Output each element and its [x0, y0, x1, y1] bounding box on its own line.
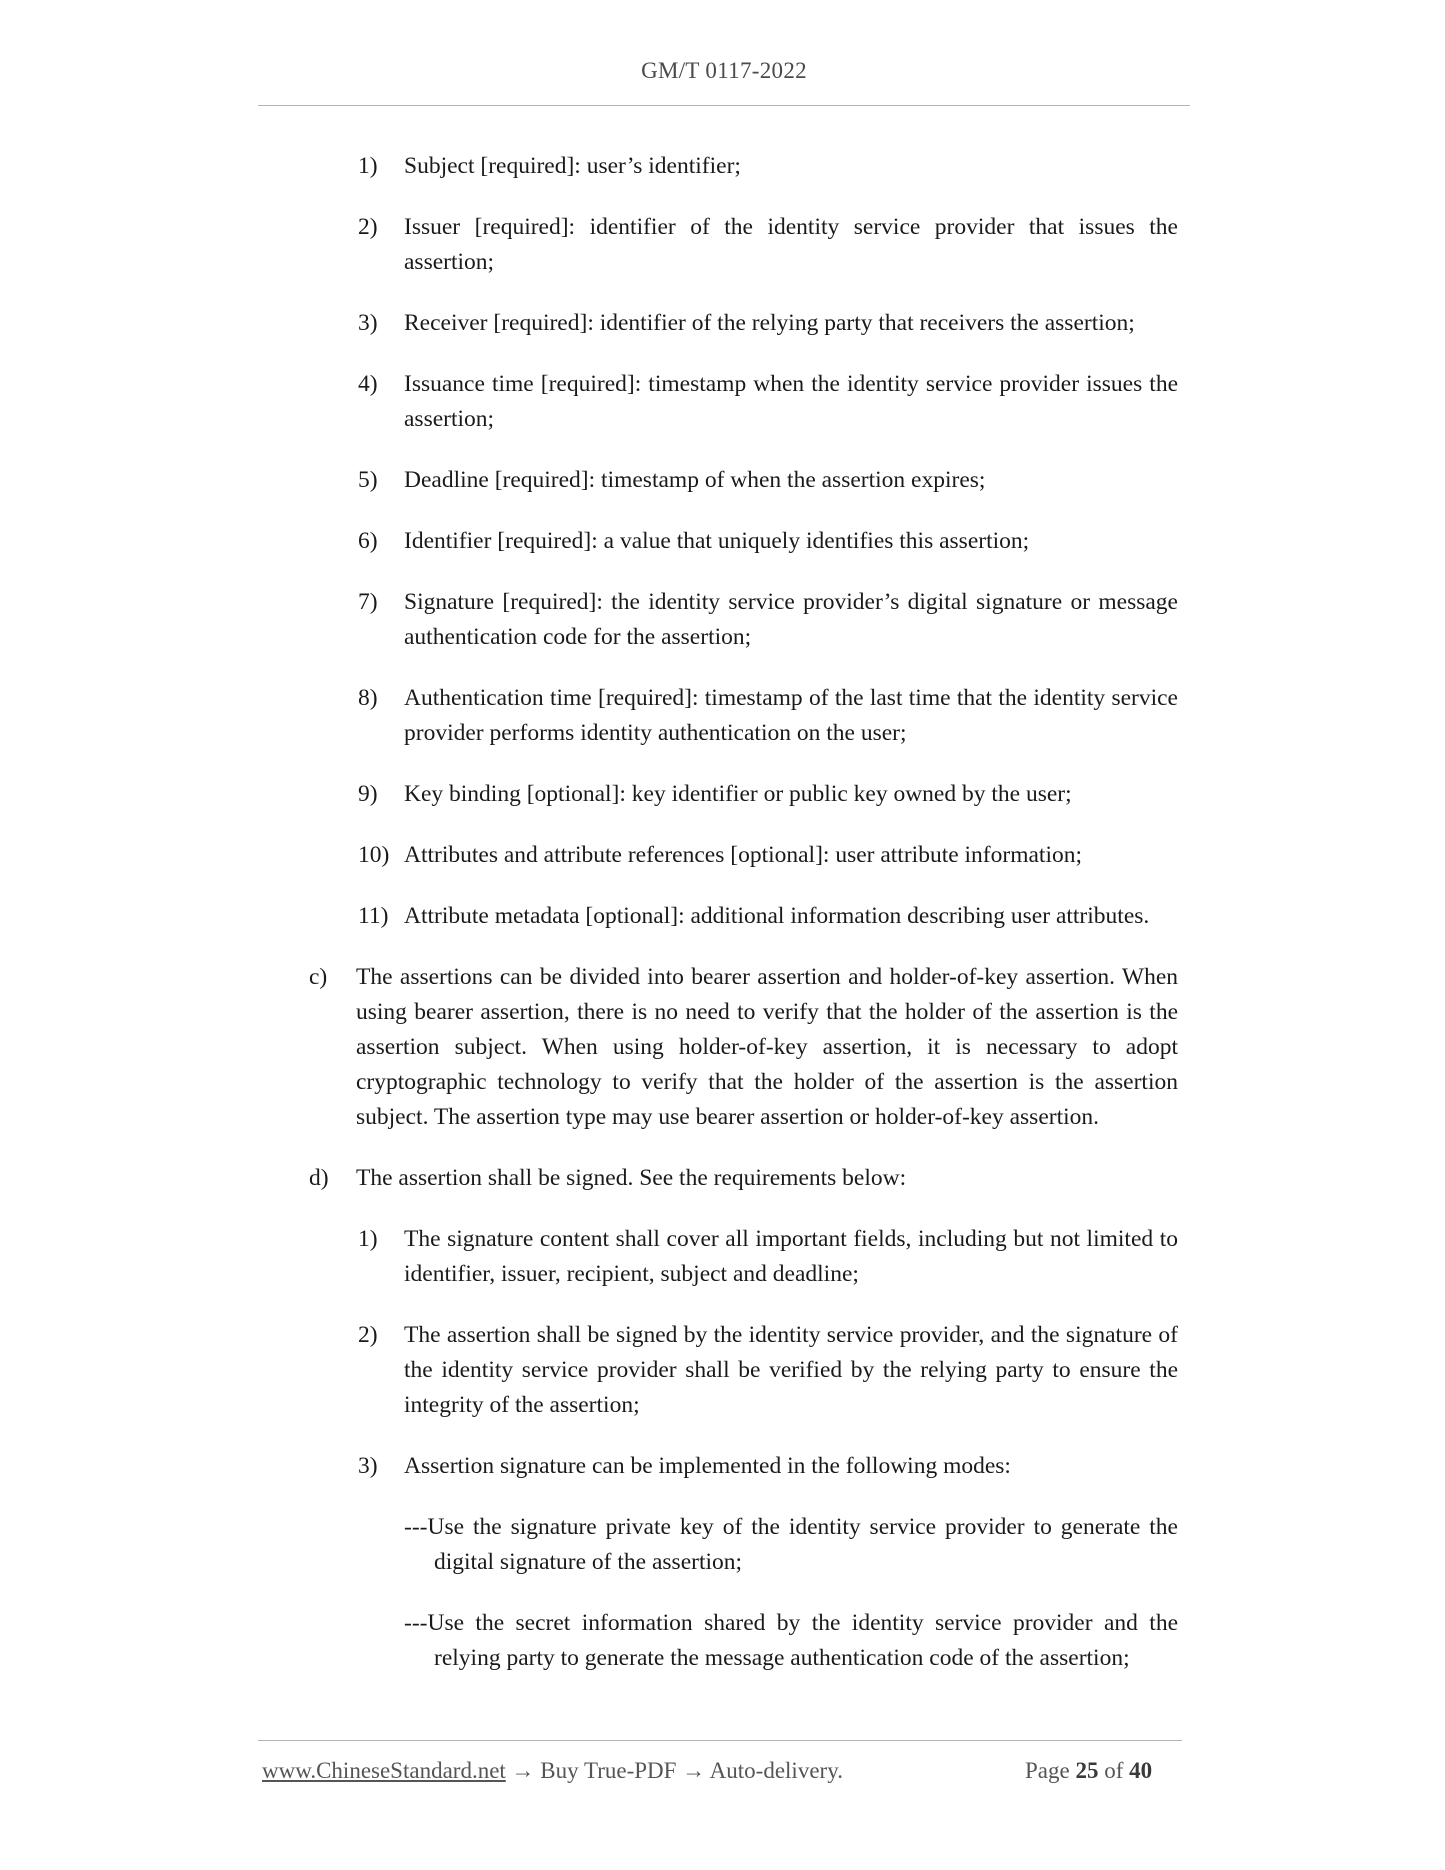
list-item-number: 3): [358, 1453, 378, 1479]
list-item-text: Attributes and attribute references [optional]: user attribute information;: [404, 842, 1083, 868]
page-total: 40: [1129, 1758, 1153, 1783]
list-item-number: 7): [358, 589, 378, 615]
list-item-text: Signature [required]: the identity service provider’s digital signature or message authentication code for the assertion;: [404, 589, 1178, 650]
list-item-text: Receiver [required]: identifier of the relying party that receivers the assertion;: [404, 310, 1135, 336]
list-item: [358, 681, 1178, 751]
list-item: [358, 306, 1178, 341]
page-indicator: [1025, 1758, 1152, 1784]
footer-links: [262, 1758, 843, 1784]
arrow-right-icon: →: [682, 1758, 706, 1783]
page-label: Page: [1025, 1758, 1070, 1783]
clause-text: The assertion shall be signed. See the requirements below:: [356, 1165, 907, 1191]
list-item-text: The signature content shall cover all important fields, including but not limited to identifier, issuer, recipient, subject and deadline;: [404, 1226, 1178, 1287]
clause-letter: c): [309, 964, 328, 990]
site-link[interactable]: www.ChineseStandard.net: [262, 1758, 506, 1783]
list-item-number: 4): [358, 371, 378, 397]
list-item: [358, 210, 1178, 280]
list-item-text: Deadline [required]: timestamp of when the assertion expires;: [404, 467, 986, 493]
list-item: [358, 1449, 1178, 1484]
dash-item-line: relying party to generate the message authentication code of the assertion;: [434, 1645, 1130, 1671]
list-item: [358, 777, 1178, 812]
dash-item-line: ---Use the signature private key of the identity service provider to generate the: [404, 1514, 1178, 1540]
clause-letter: d): [309, 1165, 329, 1191]
dash-item: [404, 1510, 1178, 1580]
clause-text: The assertions can be divided into bearer assertion and holder-of-key assertion. When using bearer assertion, there is no need to verify that the holder of the assertion is the assertion subject. When using holder-of-key assertion, it is necessary to adopt cryptographic technology to verify that the holder of the assertion is the assertion subject. The assertion type may use bearer assertion or holder-of-key assertion.: [356, 964, 1178, 1130]
document-code-header: GM/T 0117-2022: [641, 58, 807, 83]
list-item-number: 6): [358, 528, 378, 554]
list-item: [358, 524, 1178, 559]
list-item-text: Issuer [required]: identifier of the identity service provider that issues the assertion;: [404, 214, 1178, 275]
list-item-number: 1): [358, 153, 378, 179]
list-item: [358, 149, 1178, 184]
list-item-number: 2): [358, 214, 378, 240]
list-item-number: 9): [358, 781, 378, 807]
list-item-number: 1): [358, 1226, 378, 1252]
list-item: [358, 1222, 1178, 1292]
list-item-number: 11): [358, 903, 389, 929]
list-item-text: Subject [required]: user’s identifier;: [404, 153, 741, 179]
list-item: [358, 1318, 1178, 1423]
buy-pdf-text: Buy True-PDF: [540, 1758, 677, 1783]
clause-d: [309, 1161, 1178, 1196]
footer-divider: [258, 1740, 1182, 1741]
list-item-text: Identifier [required]: a value that uniquely identifies this assertion;: [404, 528, 1030, 554]
of-label: of: [1104, 1758, 1124, 1783]
list-item-text: Key binding [optional]: key identifier or public key owned by the user;: [404, 781, 1072, 807]
list-item-text: Issuance time [required]: timestamp when the identity service provider issues the assertion;: [404, 371, 1178, 432]
list-item-text: Authentication time [required]: timestamp of the last time that the identity service provider performs identity authentication on the user;: [404, 685, 1178, 746]
list-item-text: Assertion signature can be implemented in the following modes:: [404, 1453, 1011, 1479]
list-item: [358, 367, 1178, 437]
list-item-number: 10): [358, 842, 390, 868]
list-item-text: Attribute metadata [optional]: additional information describing user attributes.: [404, 903, 1150, 929]
dash-item-line: digital signature of the assertion;: [434, 1549, 743, 1575]
list-item: [358, 585, 1178, 655]
list-item: [358, 899, 1178, 934]
auto-delivery-text: Auto-delivery.: [709, 1758, 843, 1783]
page-number: 25: [1075, 1758, 1099, 1783]
dash-item-line: ---Use the secret information shared by the identity service provider and the: [404, 1610, 1178, 1636]
dash-item: [404, 1606, 1178, 1676]
list-item-number: 8): [358, 685, 378, 711]
clause-c: [309, 960, 1178, 1135]
list-item-number: 2): [358, 1322, 378, 1348]
arrow-right-icon: →: [511, 1758, 535, 1783]
list-item: [358, 838, 1178, 873]
list-item: [358, 463, 1178, 498]
list-item-number: 5): [358, 467, 378, 493]
list-item-number: 3): [358, 310, 378, 336]
list-item-text: The assertion shall be signed by the identity service provider, and the signature of the identity service provider shall be verified by the relying party to ensure the integrity of the assertion;: [404, 1322, 1178, 1418]
